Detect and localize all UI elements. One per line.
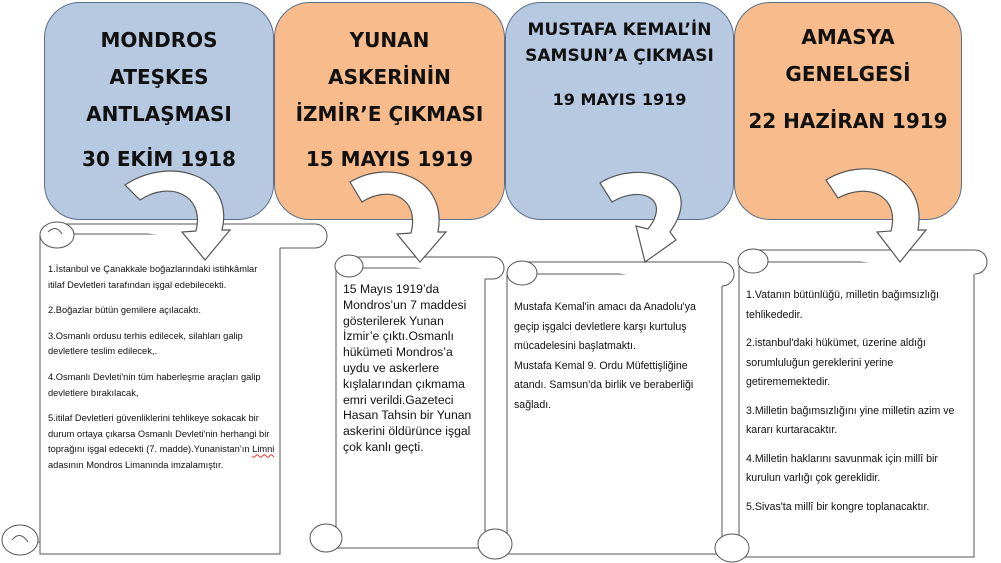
box-mondros-date: 30 EKİM 1918 xyxy=(82,147,236,171)
box-izmir-title-1: YUNAN xyxy=(349,28,430,52)
scroll-samsun-text xyxy=(514,298,718,415)
amasya-item-5: 5.Sivas'ta millî bir kongre toplanacaktır. xyxy=(746,500,930,513)
mondros-item-3: 3.Osmanlı ordusu terhis edilecek, silahları galip devletlere teslim edilecek,. xyxy=(48,330,243,357)
amasya-item-3: 3.Milletin bağımsızlığını yine milletin azim ve kararı kurtaracaktır. xyxy=(746,404,955,436)
box-amasya-title-1: AMASYA xyxy=(801,25,895,49)
scroll-izmir-text: 15 Mayıs 1919’da Mondros’un 7 maddesi gösterilerek Yunan İzmir’e çıktı.Osmanlı hükümeti Mondros’a uydu ve askerlere kışlalarından çıkmama emri verildi.Gazeteci Hasan Tahsin bir Yunan askerini öldürünce işgal çok kanlı geçti. xyxy=(343,282,472,454)
amasya-item-4: 4.Milletin haklarını savunmak için millî bir kurulun varlığı çok gereklidir. xyxy=(746,452,938,484)
samsun-para-2: Mustafa Kemal 9. Ordu Müfettişliğine atandı. Samsun'da birlik ve beraberliği sağladı. xyxy=(514,359,694,411)
scroll-amasya-text xyxy=(746,286,961,526)
arrow-4 xyxy=(826,169,926,262)
box-samsun-date: 19 MAYIS 1919 xyxy=(552,90,687,109)
box-mondros-title-2: ATEŞKES xyxy=(109,65,209,89)
mondros-item-1: 1.İstanbul ve Çanakkale boğazlarındaki istihkâmlar itilaf Devletleri tarafından işgal edebilecekti. xyxy=(48,264,258,290)
arrow-3 xyxy=(600,172,681,262)
box-samsun-title-2: SAMSUN’A ÇIKMASI xyxy=(525,46,714,66)
box-izmir-title-2: ASKERİNİN xyxy=(328,65,451,89)
arrow-2 xyxy=(350,172,446,262)
mondros-item-2: 2.Boğazlar bütün gemilere açılacaktı. xyxy=(48,305,201,316)
mondros-item-4: 4.Osmanlı Devleti'nin tüm haberleşme araçları galip devletlere bırakılacak, xyxy=(48,371,261,398)
samsun-para-1: Mustafa Kemal'in amacı da Anadolu'ya geçip işgalci devletlere karşı kurtuluş mücadelesini başlatmaktı. xyxy=(514,301,696,352)
box-samsun-title-1: MUSTAFA KEMAL’İN xyxy=(527,20,712,40)
amasya-item-2: 2.istanbul'daki hükümet, üzerine aldığı sorumluluğun gereklerini yerine getirememektedir. xyxy=(746,337,926,388)
box-mondros-title-3: ANTLAŞMASI xyxy=(86,102,232,126)
amasya-item-1: 1.Vatanın bütünlüğü, milletin bağımsızlığı tehlikededir. xyxy=(746,289,939,321)
mondros-item-5: 5.itilaf Devletleri güvenliklerini tehlikeye sokacak bir durum ortaya çıkarsa Osmanlı Devleti'nin herhangi bir toprağını işgal edecekti (7. madde).Yunanistan’ın Limni adasının Mondros Limanında imzalamıştır. xyxy=(48,413,275,470)
box-amasya-date: 22 HAZİRAN 1919 xyxy=(748,109,948,133)
box-amasya-title-2: GENELGESİ xyxy=(785,62,911,86)
box-izmir-title-3: İZMİR’E ÇIKMASI xyxy=(295,102,484,126)
box-izmir-date: 15 MAYIS 1919 xyxy=(305,147,474,171)
box-mondros-title-1: MONDROS xyxy=(100,28,218,52)
scroll-mondros-text xyxy=(48,262,276,484)
